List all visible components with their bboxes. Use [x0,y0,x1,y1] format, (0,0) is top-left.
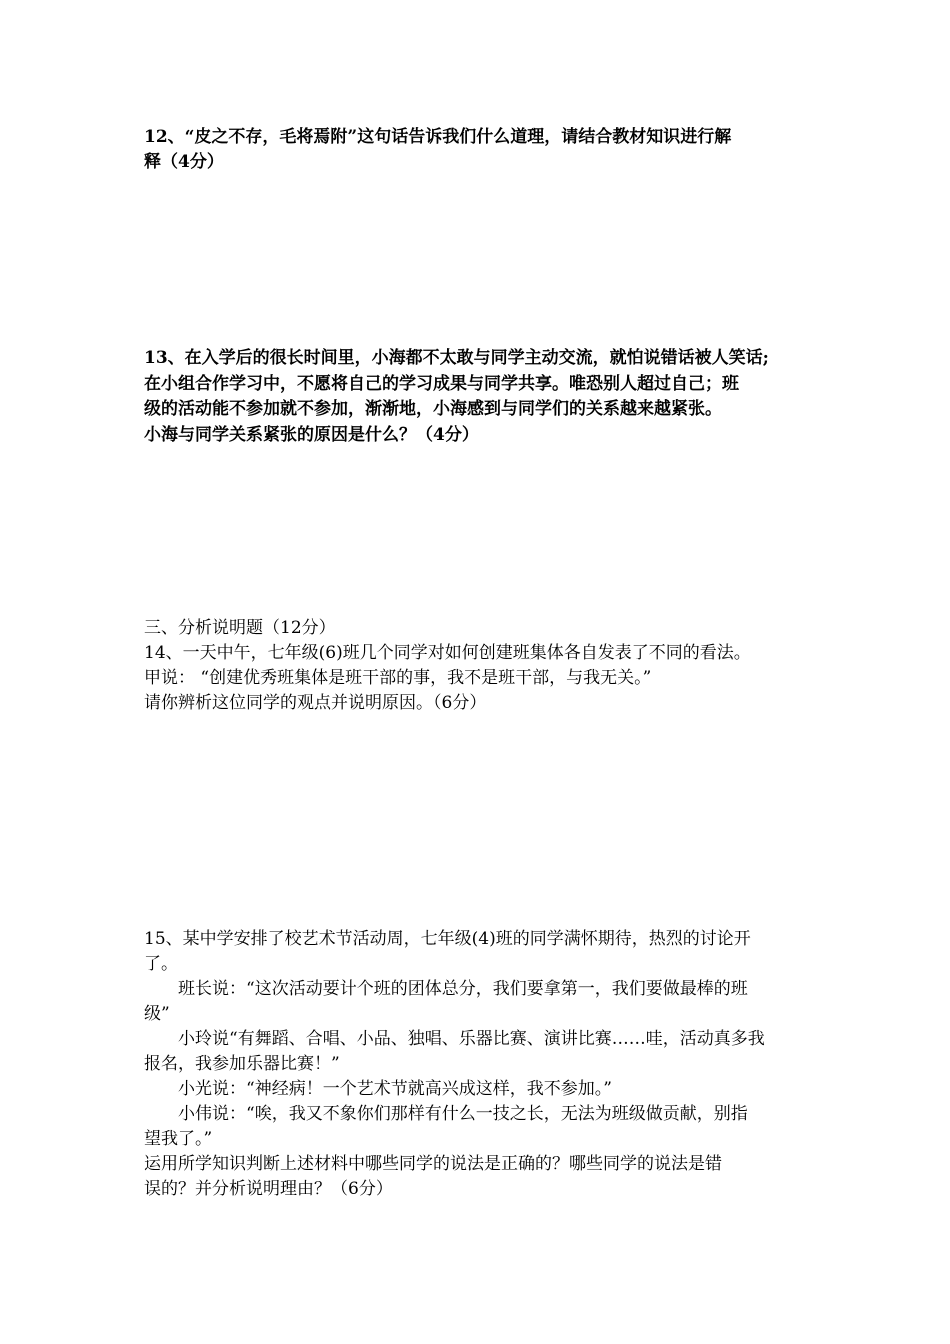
q14-line-3: 请你辨析这位同学的观点并说明原因。（6分） [144,693,487,713]
q12-line-1: 12、“皮之不存，毛将焉附”这句话告诉我们什么道理，请结合教材知识进行解 [144,127,732,147]
section-3-title: 三、分析说明题（12分） [144,618,336,638]
q13-line-2: 在小组合作学习中，不愿将自己的学习成果与同学共享。唯恐别人超过自己；班 [144,374,739,394]
q15-line-4: 级” [144,1004,170,1024]
q14-line-2: 甲说： “创建优秀班集体是班干部的事，我不是班干部，与我无关。” [144,668,652,688]
q15-line-1: 15、某中学安排了校艺术节活动周，七年级(4)班的同学满怀期待，热烈的讨论开 [144,929,751,949]
q15-line-7: 小光说：“神经病！一个艺术节就高兴成这样，我不参加。” [178,1079,612,1099]
q13-line-1: 13、在入学后的很长时间里，小海都不太敢与同学主动交流，就怕说错话被人笑话; [144,348,769,368]
q15-line-3: 班长说：“这次活动要计个班的团体总分，我们要拿第一，我们要做最棒的班 [178,979,748,999]
q14-line-1: 14、一天中午，七年级(6)班几个同学对如何创建班集体各自发表了不同的看法。 [144,643,751,663]
q15-line-8: 小伟说：“唉，我又不象你们那样有什么一技之长，无法为班级做贡献，别指 [178,1104,748,1124]
q15-line-5: 小玲说“有舞蹈、合唱、小品、独唱、乐器比赛、演讲比赛……哇，活动真多我 [178,1029,765,1049]
q13-line-3: 级的活动能不参加就不参加，渐渐地，小海感到与同学们的关系越来越紧张。 [144,399,722,419]
q15-line-10: 运用所学知识判断上述材料中哪些同学的说法是正确的？哪些同学的说法是错 [144,1154,722,1174]
q13-line-4: 小海与同学关系紧张的原因是什么？（4分） [144,425,479,445]
q15-line-6: 报名，我参加乐器比赛！” [144,1054,340,1074]
q15-line-11: 误的？并分析说明理由？（6分） [144,1179,393,1199]
q12-line-2: 释（4分） [144,152,224,172]
q15-line-9: 望我了。” [144,1129,213,1149]
q15-line-2: 了。 [144,954,178,974]
